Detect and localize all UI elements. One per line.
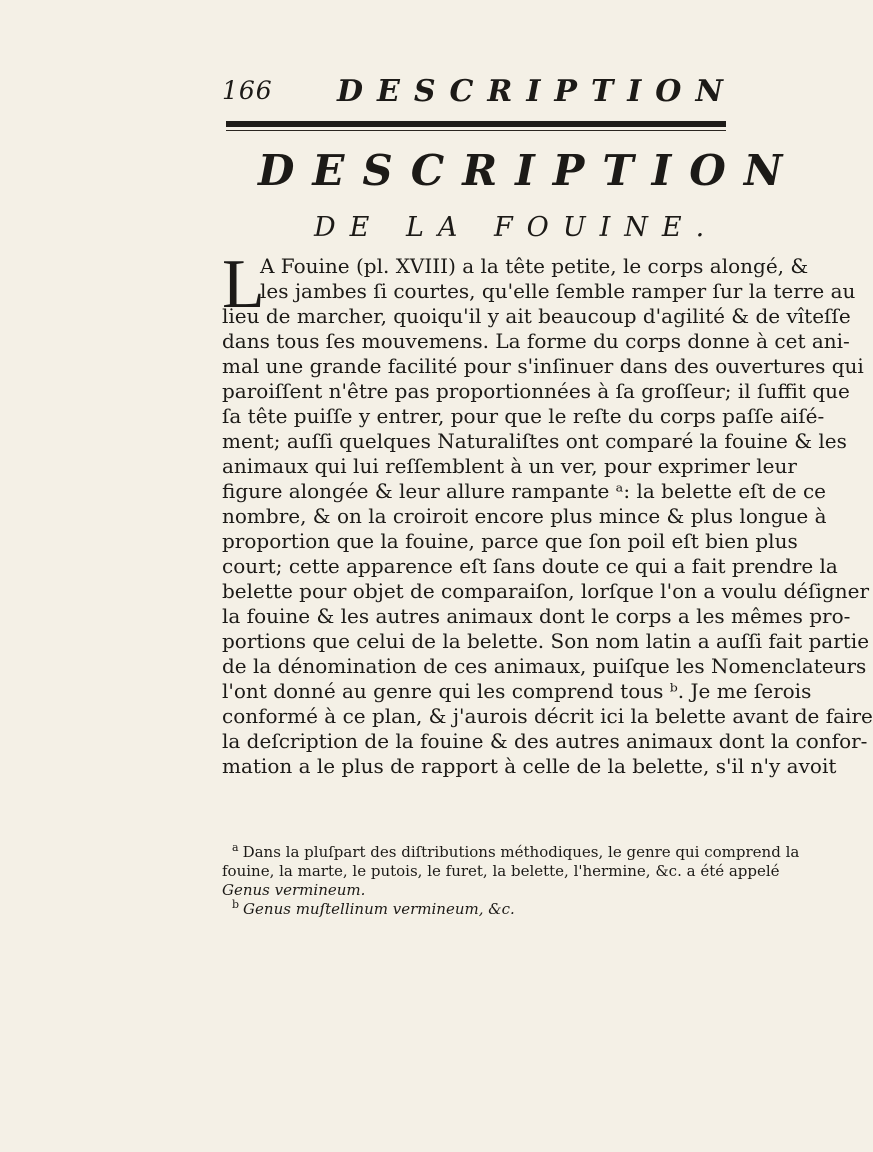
footnote-text: Genus vermineum.: [222, 881, 366, 899]
body-line: conformé à ce plan, & j'aurois décrit ici la belette avant de faire: [222, 704, 873, 728]
body-line: ment; auſſi quelques Naturaliſtes ont comparé la fouine & les: [222, 429, 847, 453]
body-line: paroiſſent n'être pas proportionnées à ſa groſſeur; il ſuffit que: [222, 379, 850, 403]
body-line: mal une grande facilité pour s'inſinuer dans des ouvertures qui: [222, 354, 864, 378]
footnotes: [222, 841, 800, 929]
running-head: [222, 74, 742, 114]
body-line: A Fouine (pl. XVIII) a la tête petite, le corps alongé, &: [260, 254, 809, 278]
chapter-title: DESCRIPTION: [258, 146, 801, 195]
body-line: ſa tête puiſſe y entrer, pour que le reſte du corps paſſe aiſé-: [222, 404, 825, 428]
footnote-a-line: [232, 841, 800, 862]
body-line: les jambes ſi courtes, qu'elle ſemble ramper ſur la terre au: [260, 279, 856, 303]
body-line: portions que celui de la belette. Son nom latin a auſſi fait partie: [222, 629, 870, 653]
body-line: dans tous ſes mouvemens. La forme du corps donne à cet ani-: [222, 329, 850, 353]
body-line: lieu de marcher, quoiqu'il y ait beaucoup d'agilité & de vîteſſe: [222, 304, 851, 328]
body-line: la deſcription de la fouine & des autres animaux dont la confor-: [222, 729, 868, 753]
footnote-marker: b: [232, 898, 240, 911]
body-line: de la dénomination de ces animaux, puiſque les Nomenclateurs: [222, 654, 867, 678]
body-line: belette pour objet de comparaiſon, lorſque l'on a voulu déſigner: [222, 579, 870, 603]
footnote-b-line: [232, 900, 742, 919]
chapter-subtitle: DE LA FOUINE.: [314, 212, 719, 243]
footnote-text: Dans la pluſpart des diſtributions méthodiques, le genre qui comprend la: [242, 843, 800, 861]
body-text: [222, 246, 873, 834]
footnote-marker: a: [232, 841, 239, 854]
body-line: nombre, & on la croiroit encore plus mince & plus longue à: [222, 504, 827, 528]
header-rule-thin: [226, 130, 726, 131]
page-number: 166: [222, 76, 273, 105]
body-line: animaux qui lui reſſemblent à un ver, pour exprimer leur: [222, 454, 797, 478]
body-line: court; cette apparence eſt ſans doute ce qui a fait prendre la: [222, 554, 838, 578]
body-line: la fouine & les autres animaux dont le corps a les mêmes pro-: [222, 604, 851, 628]
body-line: figure alongée & leur allure rampante ᵃ: la belette eſt de ce: [222, 479, 826, 503]
header-rule-thick: [226, 121, 726, 127]
running-title: DESCRIPTION: [337, 74, 737, 109]
footnote-a-line: [222, 862, 780, 881]
body-line: mation a le plus de rapport à celle de la belette, s'il n'y avoit: [222, 754, 837, 778]
footnote-a-line: [222, 881, 742, 900]
footnote-text: fouine, la marte, le putois, le furet, la belette, l'hermine, &c. a été appelé: [222, 862, 780, 880]
body-line: l'ont donné au genre qui les comprend tous ᵇ. Je me ſerois: [222, 679, 812, 703]
drop-cap-letter: L: [222, 246, 265, 323]
body-line: proportion que la fouine, parce que ſon poil eſt bien plus: [222, 529, 798, 553]
footnote-text: Genus muſtellinum vermineum, &c.: [243, 900, 515, 918]
